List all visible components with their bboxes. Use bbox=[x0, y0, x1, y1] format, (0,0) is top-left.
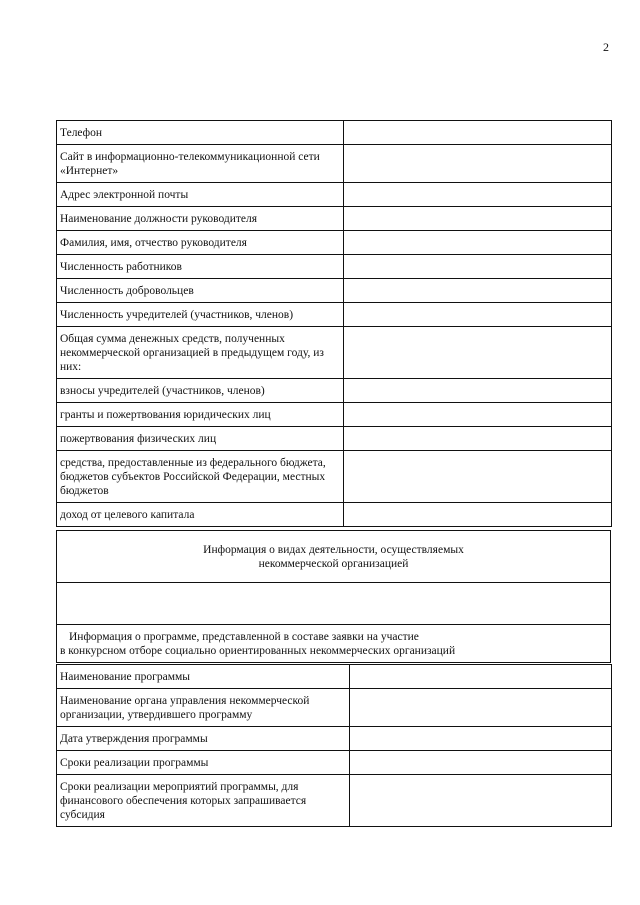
activity-heading-line2: некоммерческой организацией bbox=[258, 557, 409, 570]
founder-contributions-label: взносы учредителей (участников, членов) bbox=[57, 379, 344, 403]
table-row bbox=[57, 145, 612, 183]
website-field[interactable] bbox=[344, 145, 612, 183]
total-funds-label: Общая сумма денежных средств, полученных некоммерческой организацией в предыдущем году, из них: bbox=[57, 327, 344, 379]
table-row bbox=[57, 625, 611, 663]
table-row bbox=[57, 427, 612, 451]
program-info-table bbox=[56, 664, 612, 827]
endowment-income-label: доход от целевого капитала bbox=[57, 503, 344, 527]
endowment-income-field[interactable] bbox=[344, 503, 612, 527]
head-name-label: Фамилия, имя, отчество руководителя bbox=[57, 231, 344, 255]
table-row bbox=[57, 531, 611, 583]
table-row bbox=[57, 183, 612, 207]
founders-count-field[interactable] bbox=[344, 303, 612, 327]
individual-donations-label: пожертвования физических лиц bbox=[57, 427, 344, 451]
table-row bbox=[57, 689, 612, 727]
email-field[interactable] bbox=[344, 183, 612, 207]
table-row bbox=[57, 665, 612, 689]
legal-entity-grants-label: гранты и пожертвования юридических лиц bbox=[57, 403, 344, 427]
volunteers-count-field[interactable] bbox=[344, 279, 612, 303]
program-section-heading bbox=[57, 625, 611, 663]
activity-heading-line1: Информация о видах деятельности, осуществляемых bbox=[203, 543, 464, 556]
activity-description-field[interactable] bbox=[57, 583, 611, 625]
program-name-label: Наименование программы bbox=[57, 665, 350, 689]
budget-funds-label: средства, предоставленные из федерального бюджета, бюджетов субъектов Российской Федерации, местных бюджетов bbox=[57, 451, 344, 503]
website-label: Сайт в информационно-телекоммуникационной сети «Интернет» bbox=[57, 145, 344, 183]
head-name-field[interactable] bbox=[344, 231, 612, 255]
approving-body-field[interactable] bbox=[350, 689, 612, 727]
legal-entity-grants-field[interactable] bbox=[344, 403, 612, 427]
table-row bbox=[57, 583, 611, 625]
employees-count-label: Численность работников bbox=[57, 255, 344, 279]
phone-field[interactable] bbox=[344, 121, 612, 145]
founder-contributions-field[interactable] bbox=[344, 379, 612, 403]
program-name-field[interactable] bbox=[350, 665, 612, 689]
table-row bbox=[57, 303, 612, 327]
head-position-label: Наименование должности руководителя bbox=[57, 207, 344, 231]
subsidy-activities-period-label: Сроки реализации мероприятий программы, для финансового обеспечения которых запрашивается субсидия bbox=[57, 775, 350, 827]
page-number: 2 bbox=[603, 40, 609, 54]
table-row bbox=[57, 327, 612, 379]
table-row bbox=[57, 255, 612, 279]
program-period-field[interactable] bbox=[350, 751, 612, 775]
head-position-field[interactable] bbox=[344, 207, 612, 231]
approval-date-field[interactable] bbox=[350, 727, 612, 751]
budget-funds-field[interactable] bbox=[344, 451, 612, 503]
table-row bbox=[57, 403, 612, 427]
table-row bbox=[57, 775, 612, 827]
program-period-label: Сроки реализации программы bbox=[57, 751, 350, 775]
table-row bbox=[57, 751, 612, 775]
approval-date-label: Дата утверждения программы bbox=[57, 727, 350, 751]
table-row bbox=[57, 451, 612, 503]
subsidy-activities-period-field[interactable] bbox=[350, 775, 612, 827]
table-row bbox=[57, 231, 612, 255]
approving-body-label: Наименование органа управления некоммерческой организации, утвердившего программу bbox=[57, 689, 350, 727]
table-row bbox=[57, 121, 612, 145]
activity-section-heading bbox=[57, 531, 611, 583]
founders-count-label: Численность учредителей (участников, членов) bbox=[57, 303, 344, 327]
total-funds-field[interactable] bbox=[344, 327, 612, 379]
volunteers-count-label: Численность добровольцев bbox=[57, 279, 344, 303]
table-row bbox=[57, 727, 612, 751]
organization-info-table bbox=[56, 120, 612, 527]
email-label: Адрес электронной почты bbox=[57, 183, 344, 207]
phone-label: Телефон bbox=[57, 121, 344, 145]
program-heading-line2: в конкурсном отборе социально ориентированных некоммерческих организаций bbox=[60, 644, 456, 657]
individual-donations-field[interactable] bbox=[344, 427, 612, 451]
activity-info-table bbox=[56, 530, 611, 663]
program-heading-line1: Информация о программе, представленной в составе заявки на участие bbox=[69, 630, 419, 643]
table-row bbox=[57, 207, 612, 231]
table-row bbox=[57, 279, 612, 303]
table-row bbox=[57, 503, 612, 527]
employees-count-field[interactable] bbox=[344, 255, 612, 279]
table-row bbox=[57, 379, 612, 403]
